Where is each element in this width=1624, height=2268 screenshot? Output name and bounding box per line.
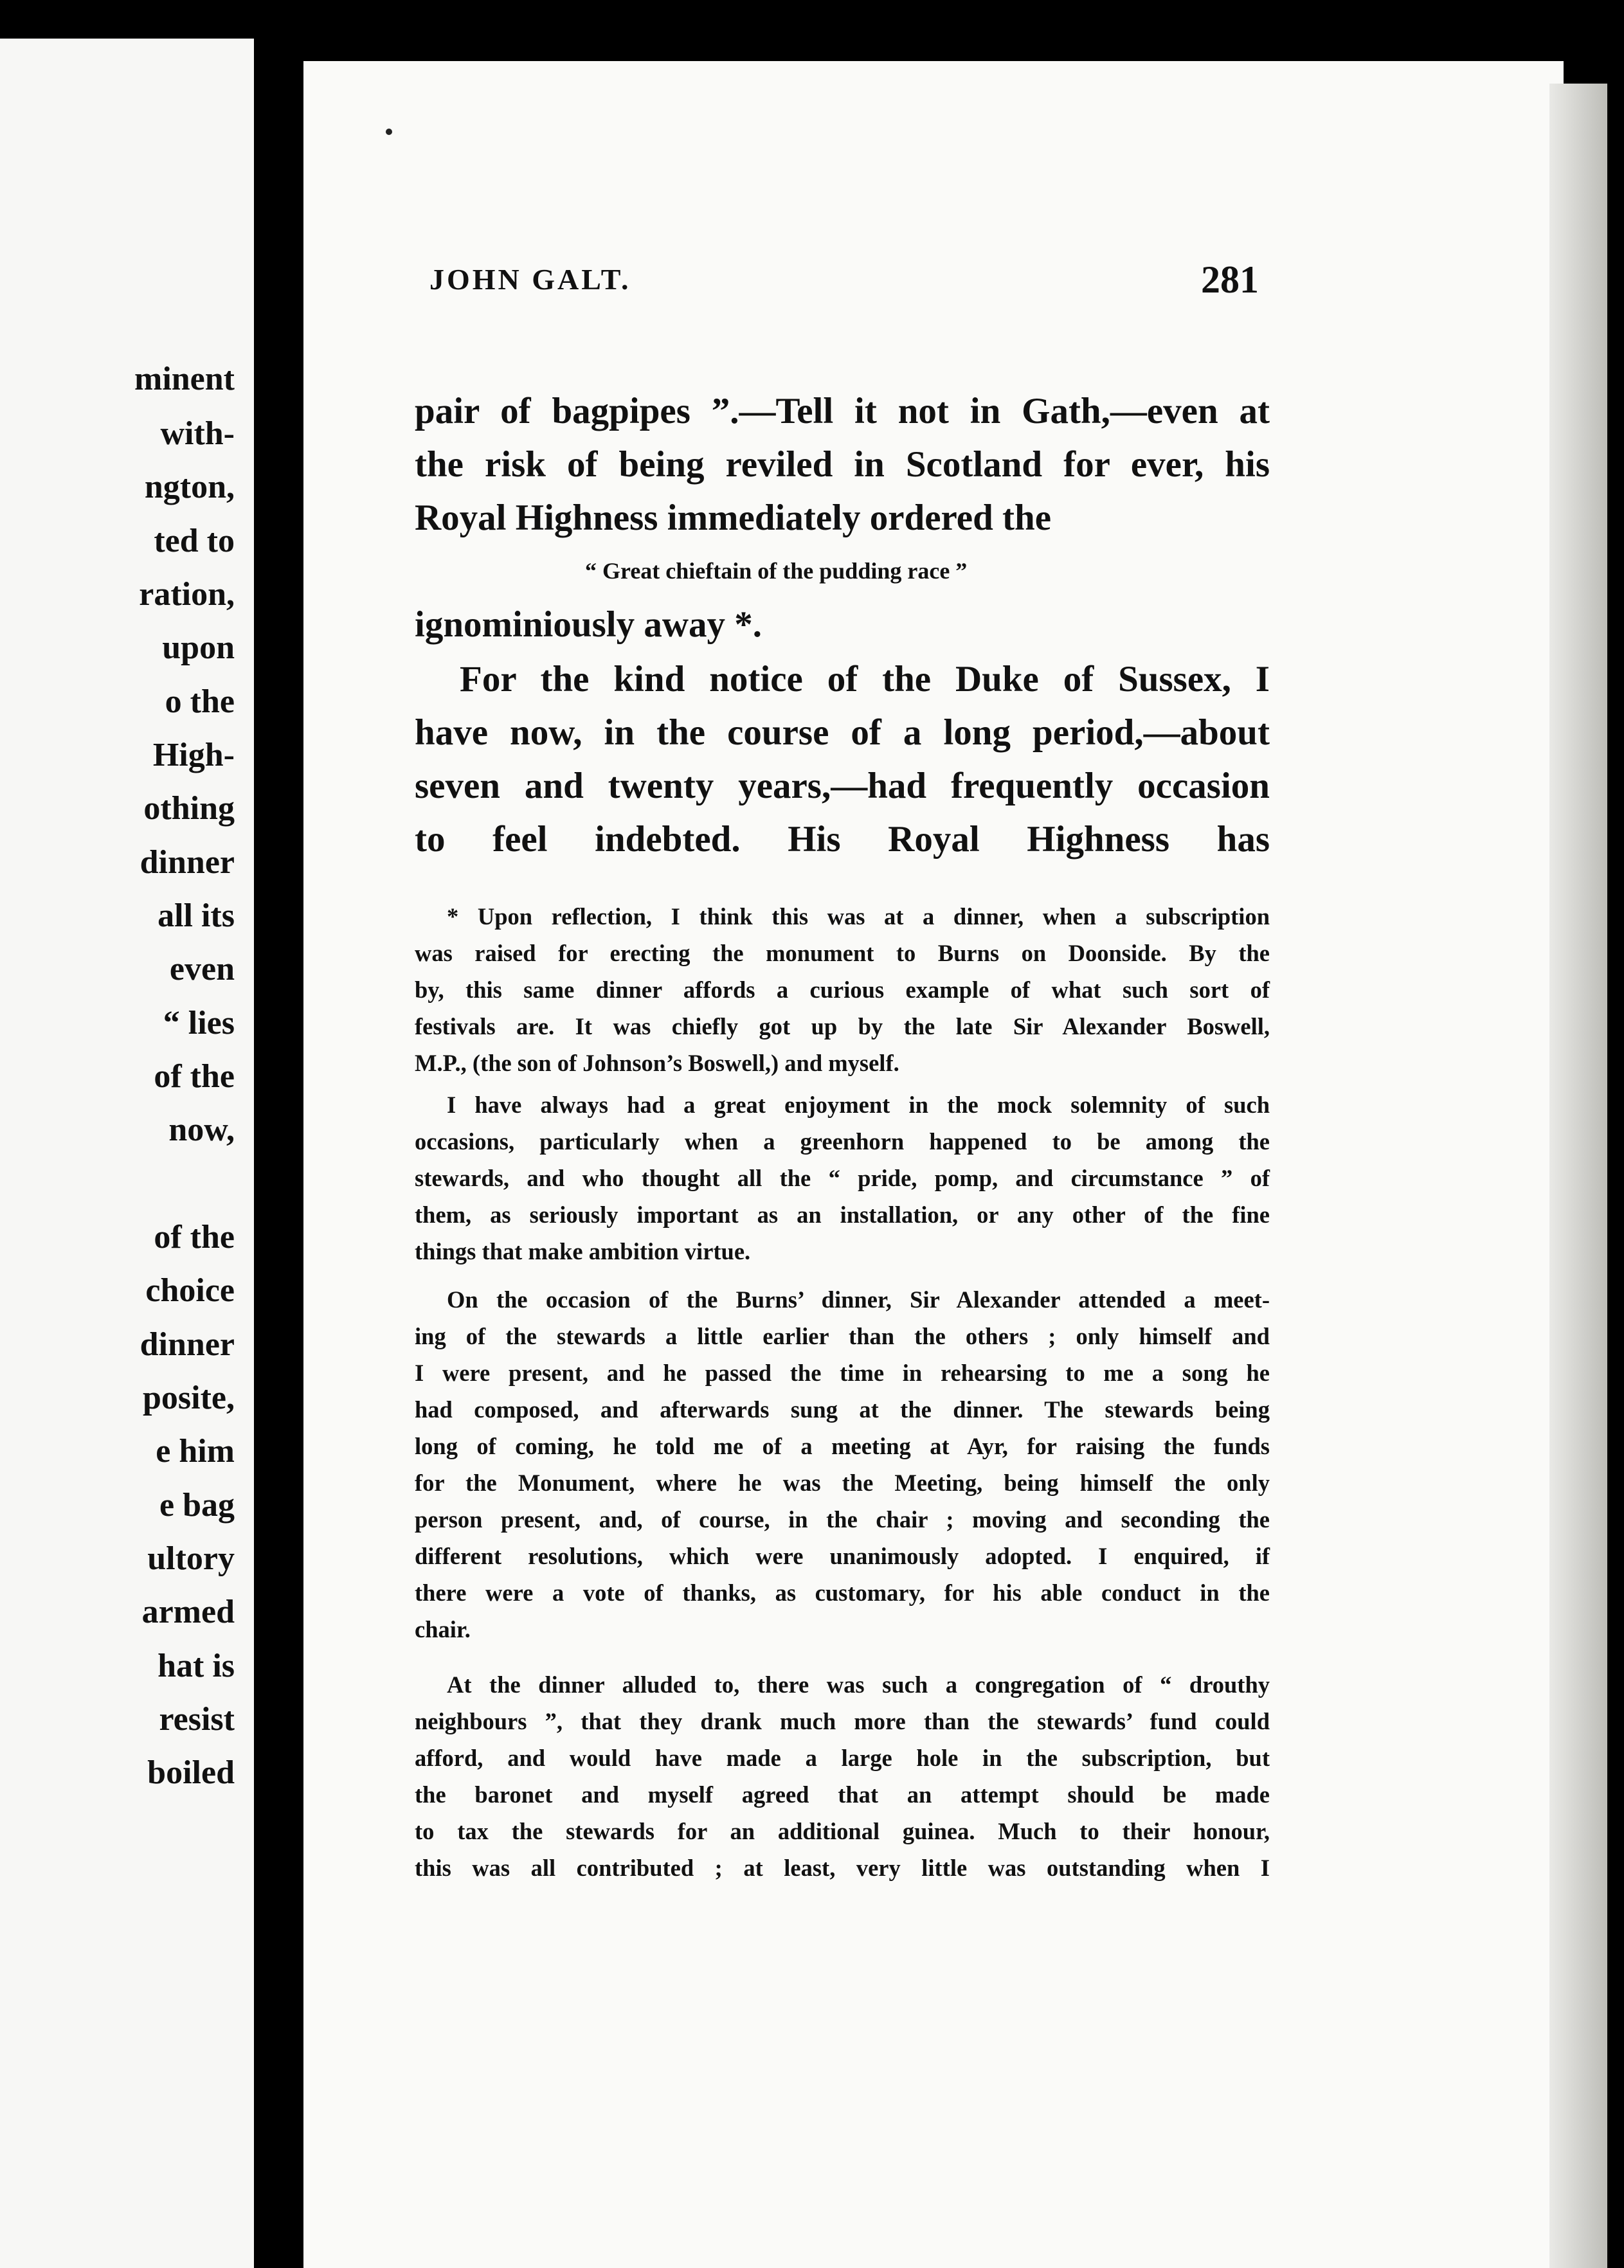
footnote-line: I have always had a great enjoyment in the mock solemnity of such <box>447 1092 1270 1118</box>
footnote-line: occasions, particularly when a greenhorn happened to be among the <box>415 1128 1270 1155</box>
footnote-paragraph-1 <box>415 898 1270 1081</box>
footnote-line: person present, and, of course, in the chair ; moving and seconding the <box>415 1506 1270 1533</box>
footnote-line: there were a vote of thanks, as customary, for his able conduct in the <box>415 1580 1270 1606</box>
left-page-line: posite, <box>143 1380 235 1416</box>
footnote-line: neighbours ”, that they drank much more than the stewards’ fund could <box>415 1708 1270 1734</box>
text-line: pair of bagpipes ”.—Tell it not in Gath,—even at <box>415 391 1270 431</box>
footnote-line: On the occasion of the Burns’ dinner, Sir Alexander attended a meet- <box>447 1286 1270 1313</box>
text-line: seven and twenty years,—had frequently occasion <box>415 766 1270 806</box>
left-page-line: choice <box>145 1272 235 1309</box>
left-page-fragment <box>0 39 254 2268</box>
left-page-line: upon <box>162 629 235 666</box>
footnote-line: chair. <box>415 1616 471 1643</box>
footnote-line: M.P., (the son of Johnson’s Boswell,) and myself. <box>415 1050 899 1076</box>
footnote-line: was raised for erecting the monument to Burns on Doonside. By the <box>415 940 1270 966</box>
left-page-line: dinner <box>140 1326 235 1363</box>
left-page-line: ultory <box>147 1540 235 1577</box>
left-page-line: e bag <box>159 1487 235 1524</box>
footnote-line: afford, and would have made a large hole in the subscription, but <box>415 1745 1270 1771</box>
left-page-line: ration, <box>139 576 235 613</box>
text-line: Royal Highness immediately ordered the <box>415 498 1052 538</box>
footnote-line: At the dinner alluded to, there was such a congregation of “ drouthy <box>447 1671 1270 1698</box>
left-page-line: boiled <box>147 1754 235 1791</box>
footnote-line: festivals are. It was chiefly got up by the late Sir Alexander Boswell, <box>415 1013 1270 1040</box>
left-page-line: minent <box>134 361 235 397</box>
body-paragraph-1 <box>415 384 1270 544</box>
left-page-line: “ lies <box>163 1005 235 1041</box>
block-quote: “ Great chieftain of the pudding race ” <box>585 558 968 584</box>
left-page-line: all its <box>158 897 235 934</box>
left-page-line: armed <box>141 1594 235 1630</box>
footnote-line: to tax the stewards for an additional guinea. Much to their honour, <box>415 1818 1270 1844</box>
left-page-line: hat is <box>158 1648 235 1684</box>
left-page-line: of the <box>154 1219 235 1256</box>
text-line: have now, in the course of a long period,—about <box>415 712 1270 753</box>
running-head <box>429 254 1259 312</box>
left-page-line: o the <box>165 683 235 720</box>
page-number: 281 <box>1201 258 1259 301</box>
page-edge <box>1549 84 1607 2268</box>
left-page-line: with- <box>160 415 235 452</box>
running-title: JOHN GALT. <box>429 263 631 296</box>
left-page-line: ted to <box>154 523 235 559</box>
footnote-line: stewards, and who thought all the “ pride, pomp, and circumstance ” of <box>415 1165 1270 1191</box>
left-page-line: now, <box>168 1112 235 1148</box>
scan-speck <box>386 129 392 135</box>
text-line: ignominiously away *. <box>415 604 762 645</box>
left-page-line: othing <box>143 790 235 827</box>
footnote-paragraph-3 <box>415 1281 1270 1648</box>
body-paragraph-2 <box>415 652 1270 866</box>
footnote-line: by, this same dinner affords a curious example of what such sort of <box>415 977 1270 1003</box>
footnote-line: things that make ambition virtue. <box>415 1238 751 1264</box>
footnote-line: the baronet and myself agreed that an attempt should be made <box>415 1781 1270 1808</box>
footnote-line: ing of the stewards a little earlier than the others ; only himself and <box>415 1323 1270 1349</box>
left-page-line: of the <box>154 1058 235 1095</box>
left-page-line: even <box>169 951 235 987</box>
footnote-line: this was all contributed ; at least, very little was outstanding when I <box>415 1855 1270 1881</box>
left-page-line: ngton, <box>144 469 235 505</box>
footnote-line: for the Monument, where he was the Meeting, being himself the only <box>415 1470 1270 1496</box>
footnote-line: them, as seriously important as an installation, or any other of the fine <box>415 1202 1270 1228</box>
left-page-line: resist <box>159 1701 235 1738</box>
footnote-paragraph-2 <box>415 1086 1270 1270</box>
left-page-line: dinner <box>140 844 235 881</box>
left-page-line: e him <box>156 1433 235 1470</box>
body-paragraph-1-end <box>415 598 1270 651</box>
footnote-line: had composed, and afterwards sung at the dinner. The stewards being <box>415 1396 1270 1423</box>
text-line: to feel indebted. His Royal Highness has <box>415 819 1270 860</box>
footnote-line: * Upon reflection, I think this was at a dinner, when a subscription <box>447 903 1270 930</box>
left-page-line: High- <box>152 737 235 773</box>
footnote-line: different resolutions, which were unanimously adopted. I enquired, if <box>415 1543 1270 1569</box>
footnote-line: long of coming, he told me of a meeting at Ayr, for raising the funds <box>415 1433 1270 1459</box>
footnote-paragraph-4 <box>415 1666 1270 1886</box>
text-line: For the kind notice of the Duke of Sussex, I <box>460 659 1270 699</box>
book-gutter <box>254 0 305 2268</box>
text-line: the risk of being reviled in Scotland for ever, his <box>415 444 1270 485</box>
footnote-line: I were present, and he passed the time in rehearsing to me a song he <box>415 1360 1270 1386</box>
